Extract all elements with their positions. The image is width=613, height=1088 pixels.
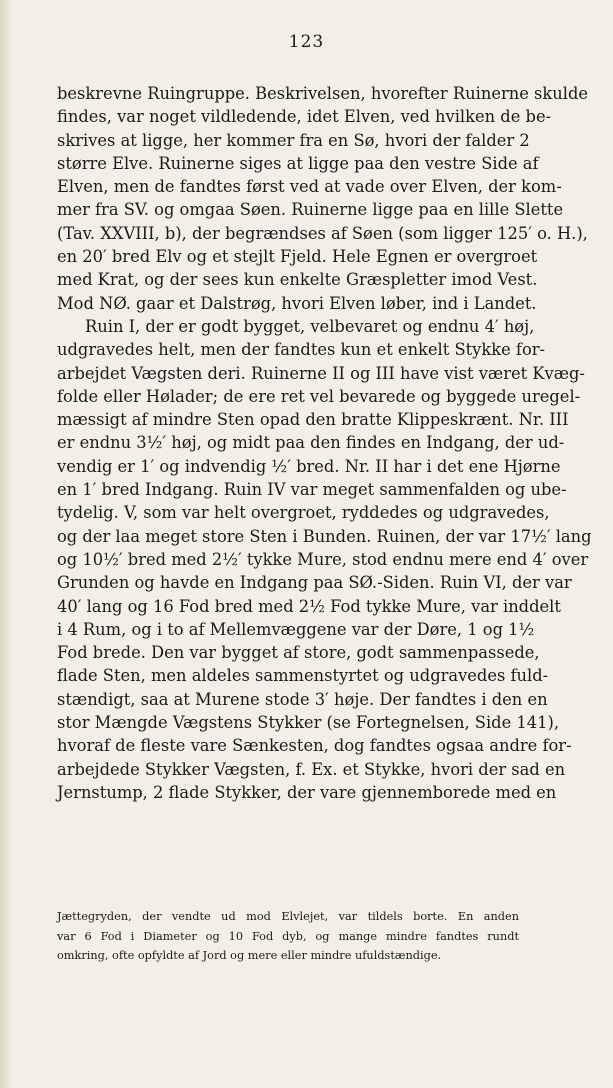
text-line: og der laa meget store Sten i Bunden. Ruinen, der var 17½′ lang [57,526,592,546]
text-line: hvoraf de fleste vare Sænkesten, dog fandtes ogsaa andre for- [57,736,572,756]
text-line: med Krat, og der sees kun enkelte Græspletter imod Vest. [57,270,538,290]
text-line: Elven, men de fandtes først ved at vade over Elven, der kom- [57,177,562,197]
footnote-line: Jættegryden, der vendte ud mod Elvlejet, var tildels borte. En anden [57,910,519,923]
page-number: 123 [288,32,325,52]
body-text [57,82,592,804]
text-line: Fod brede. Den var bygget af store, godt sammenpassede, [57,643,540,663]
text-line: Ruin I, der er godt bygget, velbevaret og endnu 4′ høj, [85,316,535,336]
text-line: Jernstump, 2 flade Stykker, der vare gjennemborede med en [57,782,557,802]
text-line: Grunden og havde en Indgang paa SØ.-Siden. Ruin VI, der var [57,573,572,593]
text-line: mæssigt af mindre Sten opad den bratte Klippeskrænt. Nr. III [57,410,569,430]
text-line: arbejdet Vægsten deri. Ruinerne II og III have vist været Kvæg- [57,363,585,383]
text-line: (Tav. XXVIII, b), der begrændses af Søen (som ligger 125′ o. H.), [57,223,588,243]
footnote [57,907,519,966]
text-line: beskrevne Ruingruppe. Beskrivelsen, hvorefter Ruinerne skulde [57,84,589,103]
text-line: Mod NØ. gaar et Dalstrøg, hvori Elven løber, ind i Landet. [57,293,537,313]
text-line: findes, var noget vildledende, idet Elven, ved hvilken de be- [57,107,552,127]
text-line: stor Mængde Vægstens Stykker (se Fortegnelsen, Side 141), [57,713,559,733]
text-line: 40′ lang og 16 Fod bred med 2½ Fod tykke Mure, var inddelt [57,596,561,616]
page-binding-edge [0,0,12,1088]
footnote-line: var 6 Fod i Diameter og 10 Fod dyb, og mange mindre fandtes rundt [57,929,519,943]
text-line: udgravedes helt, men der fandtes kun et enkelt Stykke for- [57,340,546,360]
text-line: stændigt, saa at Murene stode 3′ høje. Der fandtes i den en [57,689,548,709]
text-line: og 10½′ bred med 2½′ tykke Mure, stod endnu mere end 4′ over [57,549,589,569]
text-line: tydelig. V, som var helt overgroet, ryddedes og udgravedes, [57,503,550,523]
text-line: flade Sten, men aldeles sammenstyrtet og udgravedes fuld- [57,666,549,686]
text-line: en 1′ bred Indgang. Ruin IV var meget sammenfalden og ube- [57,480,567,500]
text-line: er endnu 3½′ høj, og midt paa den findes en Indgang, der ud- [57,433,565,453]
text-line: arbejdede Stykker Vægsten, f. Ex. et Stykke, hvori der sad en [57,759,566,779]
text-line: skrives at ligge, her kommer fra en Sø, hvori der falder 2 [57,130,530,150]
text-line: større Elve. Ruinerne siges at ligge paa den vestre Side af [57,153,539,173]
footnote-line: omkring, ofte opfyldte af Jord og mere eller mindre ufuldstændige. [57,949,442,962]
text-line: mer fra SV. og omgaa Søen. Ruinerne ligge paa en lille Slette [57,200,564,220]
text-line: i 4 Rum, og i to af Mellemvæggene var der Døre, 1 og 1½ [57,619,535,639]
text-line: en 20′ bred Elv og et stejlt Fjeld. Hele Egnen er overgroet [57,247,538,267]
text-line: folde eller Hølader; de ere ret vel bevarede og byggede uregel- [57,386,581,406]
text-line: vendig er 1′ og indvendig ½′ bred. Nr. II har i det ene Hjørne [57,456,561,476]
